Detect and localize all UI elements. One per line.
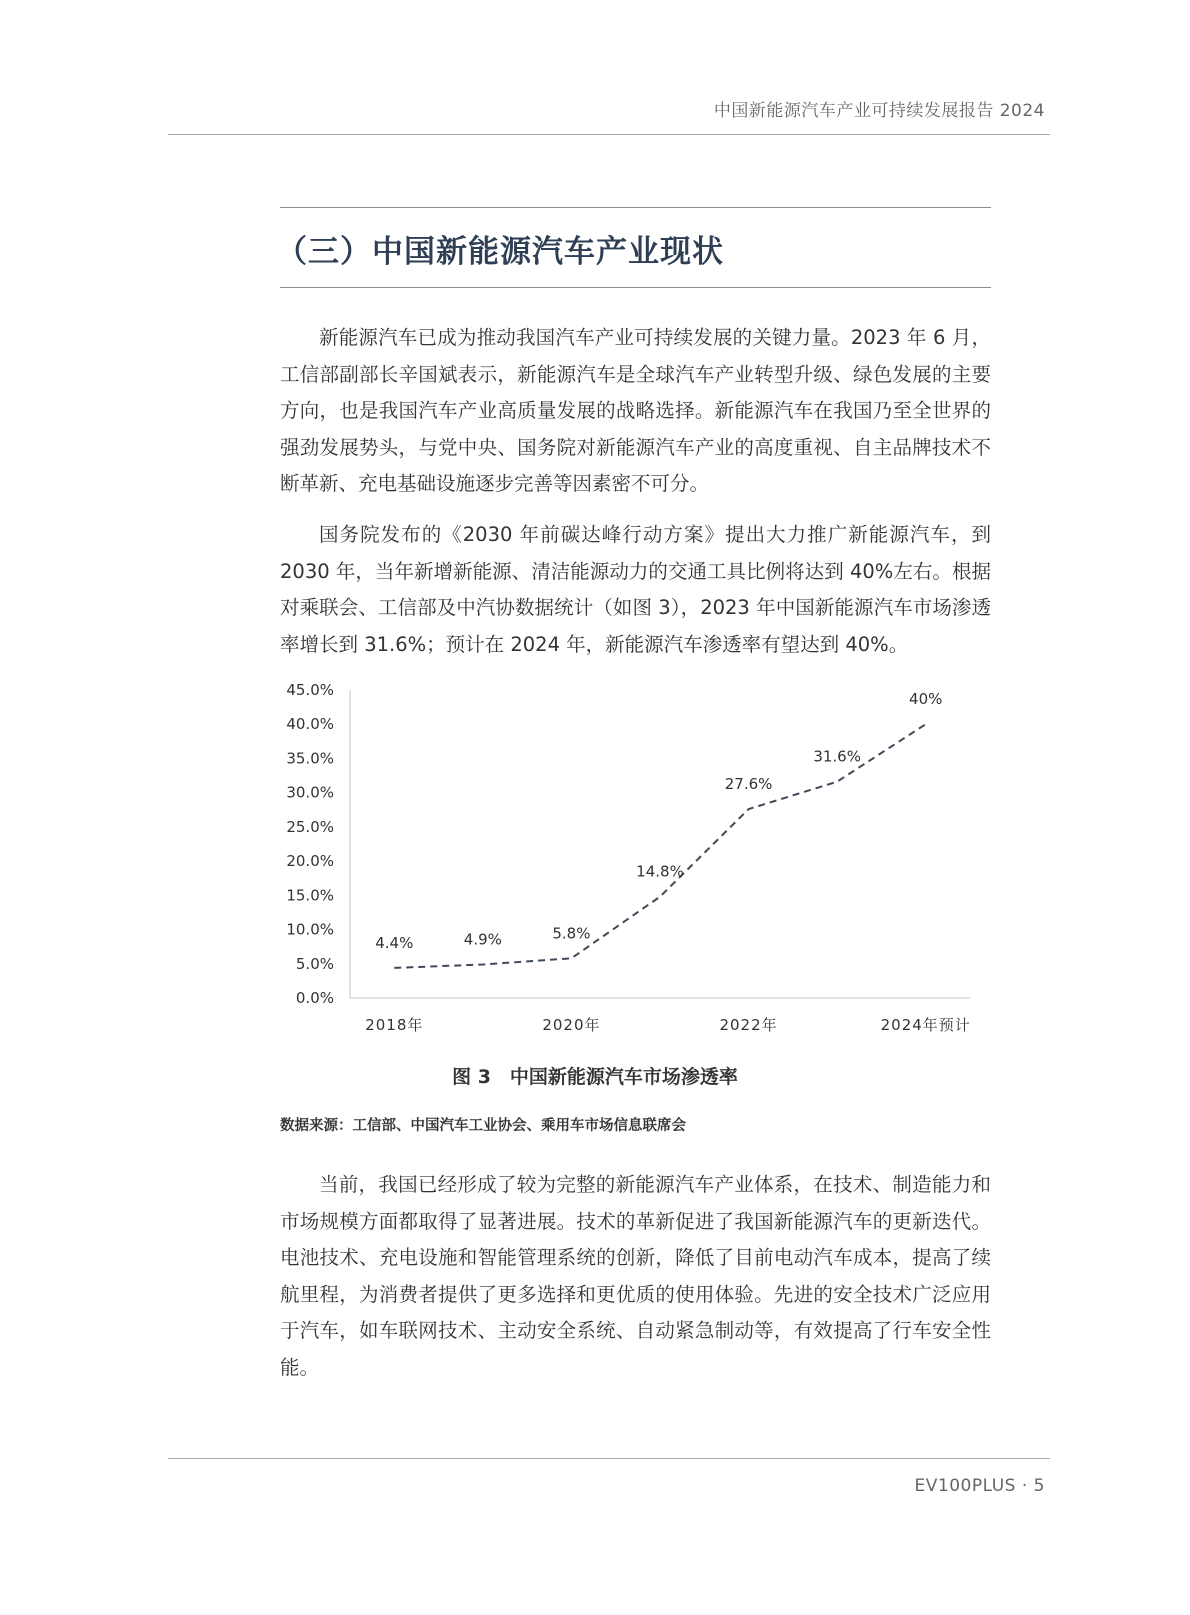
body-paragraph-2: 国务院发布的《2030 年前碳达峰行动方案》提出大力推广新能源汽车，到 2030 年，当年新增新能源、清洁能源动力的交通工具比例将达到 40%左右。根据对乘联会、工信部及中汽协数据统计（如图 3），2023 年中国新能源汽车市场渗透率增长到 31.6%；预计在 2024 年，新能源汽车渗透率有望达到 40%。 bbox=[280, 523, 991, 656]
body-paragraph-1: 新能源汽车已成为推动我国汽车产业可持续发展的关键力量。2023 年 6 月，工信部副部长辛国斌表示，新能源汽车是全球汽车产业转型升级、绿色发展的主要方向，也是我国汽车产业高质量发展的战略选择。新能源汽车在我国乃至全世界的强劲发展势头，与党中央、国务院对新能源汽车产业的高度重视、自主品牌技术不断革新、充电基础设施逐步完善等因素密不可分。 bbox=[280, 326, 991, 495]
y-tick-label: 30.0% bbox=[286, 783, 334, 802]
x-tick-label: 2018年 bbox=[365, 1016, 424, 1034]
y-tick-label: 25.0% bbox=[286, 817, 334, 836]
penetration-rate-line-chart bbox=[280, 680, 991, 1040]
y-tick-label: 40.0% bbox=[286, 715, 334, 734]
data-label: 27.6% bbox=[724, 775, 773, 794]
data-label: 4.4% bbox=[375, 933, 414, 952]
data-label: 5.8% bbox=[552, 924, 591, 943]
y-tick-label: 10.0% bbox=[286, 920, 334, 939]
y-tick-label: 20.0% bbox=[286, 852, 334, 871]
x-tick-label: 2020年 bbox=[542, 1016, 601, 1034]
y-tick-label: 15.0% bbox=[286, 886, 334, 905]
x-tick-label: 2024年预计 bbox=[880, 1016, 971, 1034]
section-divider-top bbox=[280, 207, 991, 208]
data-label: 31.6% bbox=[813, 747, 861, 766]
y-tick-label: 45.0% bbox=[286, 681, 334, 699]
footer-divider bbox=[168, 1458, 1050, 1459]
y-tick-label: 35.0% bbox=[286, 749, 334, 768]
body-paragraph-3: 当前，我国已经形成了较为完整的新能源汽车产业体系，在技术、制造能力和市场规模方面都取得了显著进展。技术的革新促进了我国新能源汽车的更新迭代。电池技术、充电设施和智能管理系统的创新，降低了目前电动汽车成本，提高了续航里程，为消费者提供了更多选择和更优质的使用体验。先进的安全技术广泛应用于汽车，如车联网技术、主动安全系统、自动紧急制动等，有效提高了行车安全性能。 bbox=[280, 1173, 991, 1379]
y-tick-label: 5.0% bbox=[295, 954, 334, 973]
page-footer: EV100PLUS · 5 bbox=[914, 1476, 1045, 1496]
figure-caption: 图 3 中国新能源汽车市场渗透率 bbox=[452, 1066, 738, 1088]
data-label: 4.9% bbox=[463, 930, 502, 949]
section-divider-bottom bbox=[280, 287, 991, 288]
header-divider bbox=[168, 134, 1050, 135]
page-header-title: 中国新能源汽车产业可持续发展报告 2024 bbox=[713, 101, 1045, 121]
x-tick-label: 2022年 bbox=[719, 1016, 778, 1034]
figure-source-note: 数据来源：工信部、中国汽车工业协会、乘用车市场信息联席会 bbox=[280, 1118, 686, 1134]
data-label: 40% bbox=[909, 690, 943, 709]
section-title: （三）中国新能源汽车产业现状 bbox=[276, 234, 724, 270]
y-tick-label: 0.0% bbox=[295, 989, 334, 1007]
data-label: 14.8% bbox=[636, 862, 684, 881]
